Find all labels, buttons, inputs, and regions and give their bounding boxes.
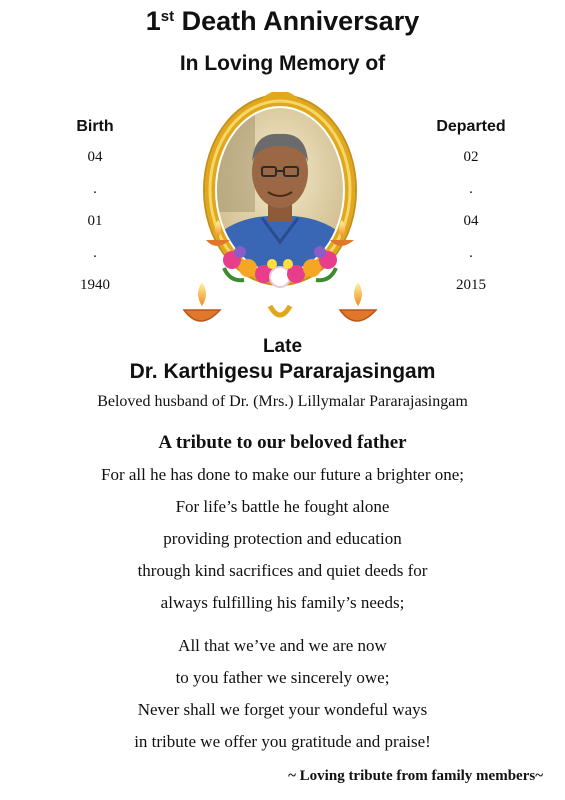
verse-line: to you father we sincerely owe; [175, 668, 390, 687]
verse-line: always fulfilling his family’s needs; [160, 593, 405, 612]
birth-separator: . [93, 181, 97, 197]
signoff: ~ Loving tribute from family members~ [288, 768, 543, 784]
deceased-name: Dr. Karthigesu Pararajasingam [129, 360, 436, 383]
memorial-portrait [170, 92, 390, 338]
tribute-verse-1 [0, 459, 565, 619]
departed-label: Departed [436, 118, 506, 135]
right-bottom-lamp-icon [340, 282, 376, 321]
verse-line: All that we’ve and we are now [178, 636, 387, 655]
departed-year: 2015 [456, 277, 486, 293]
tribute-title: A tribute to our beloved father [158, 432, 407, 453]
late-prefix: Late [262, 336, 303, 357]
birth-month: 01 [87, 213, 103, 229]
subtitle: In Loving Memory of [179, 52, 386, 75]
spouse-line: Beloved husband of Dr. (Mrs.) Lillymalar Pararajasingam [97, 393, 468, 410]
departed-date-column [416, 118, 526, 306]
verse-line: Never shall we forget your wondeful ways [137, 700, 428, 719]
departed-day: 02 [463, 149, 479, 165]
departed-separator: . [469, 245, 473, 261]
departed-month: 04 [463, 213, 479, 229]
left-bottom-lamp-icon [184, 282, 220, 321]
verse-line: in tribute we offer you gratitude and praise! [134, 732, 431, 751]
tribute-verse-2 [0, 630, 565, 758]
verse-line: through kind sacrifices and quiet deeds for [137, 561, 428, 580]
birth-year: 1940 [80, 277, 110, 293]
birth-label: Birth [76, 118, 114, 135]
verse-line: providing protection and education [163, 529, 402, 548]
departed-separator: . [469, 181, 473, 197]
birth-separator: . [93, 245, 97, 261]
page-title: 1st Death Anniversary [145, 6, 420, 36]
verse-line: For life’s battle he fought alone [175, 497, 390, 516]
birth-day: 04 [87, 149, 103, 165]
birth-date-column [40, 118, 150, 306]
verse-line: For all he has done to make our future a brighter one; [100, 465, 465, 484]
